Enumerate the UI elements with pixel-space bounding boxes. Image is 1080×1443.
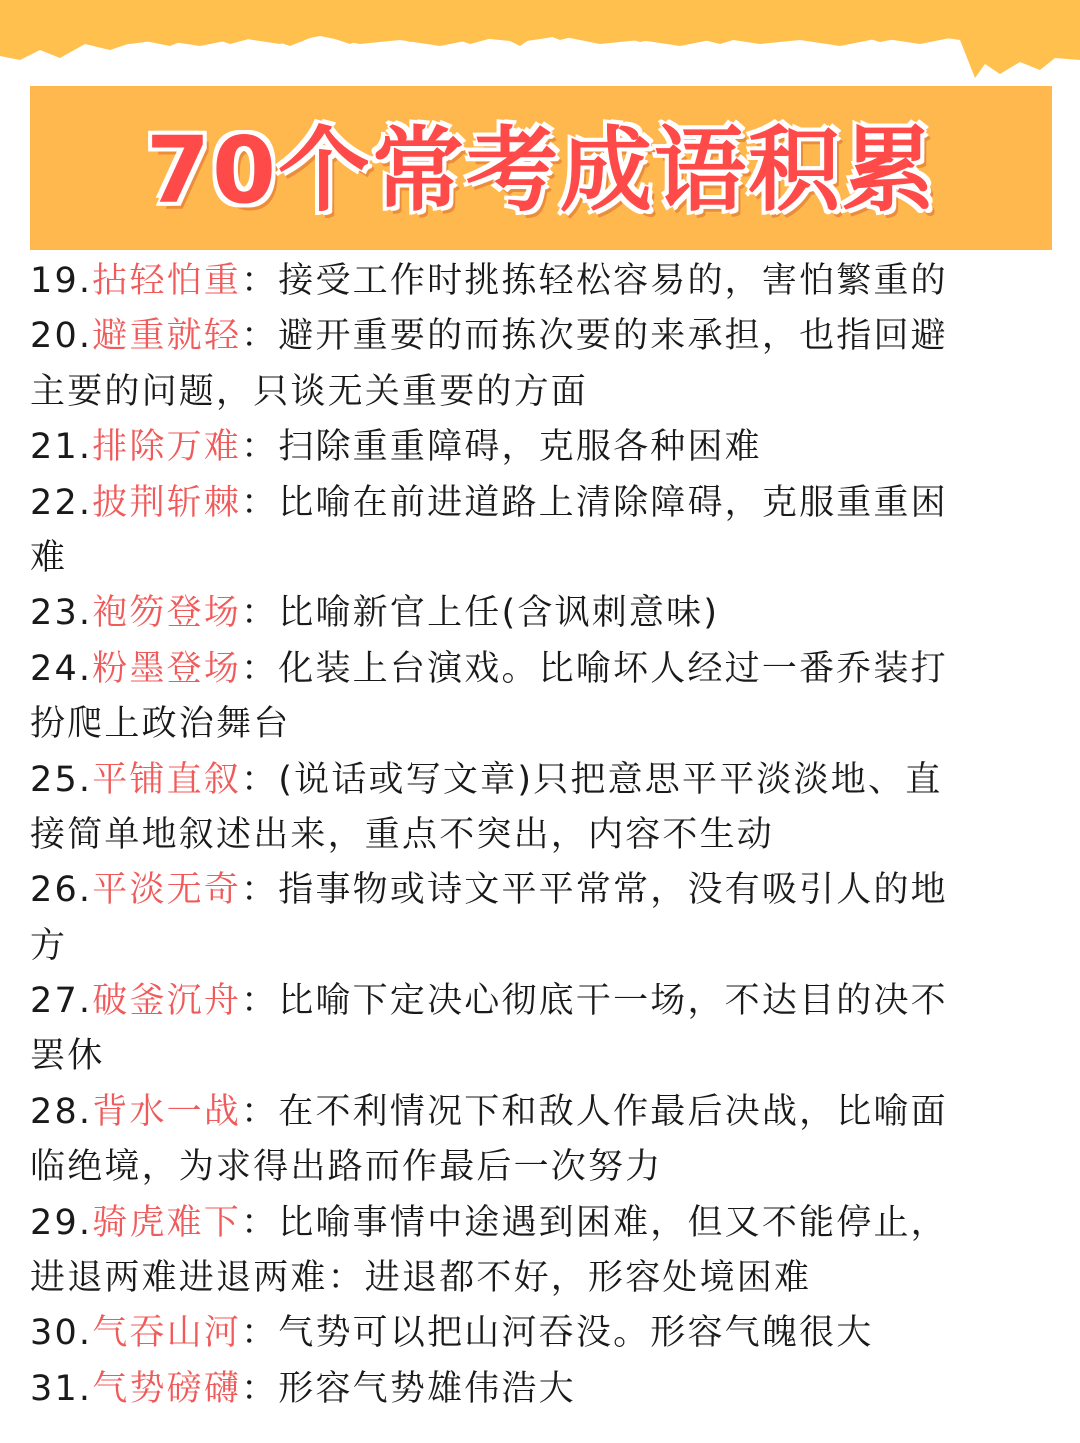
idiom-term: 气吞山河 — [92, 1313, 242, 1354]
idiom-definition: 接简单地叙述出来，重点不突出，内容不生动 — [30, 814, 775, 855]
idiom-term: 披荆斩棘 — [92, 482, 242, 523]
entry-number: 26. — [30, 870, 93, 911]
list-item-line — [30, 697, 1030, 752]
entry-number: 30. — [30, 1313, 93, 1354]
list-item-line — [30, 808, 1030, 863]
idiom-term: 平淡无奇 — [92, 870, 242, 911]
entry-number: 24. — [30, 648, 93, 689]
idiom-term: 气势磅礴 — [92, 1368, 242, 1409]
list-item-line — [30, 1029, 1030, 1084]
list-item-line — [30, 420, 1030, 475]
idiom-definition: ：在不利情况下和敌人作最后决战，比喻面 — [241, 1091, 948, 1132]
list-item-line — [30, 1251, 1030, 1306]
idiom-definition: ：气势可以把山河吞没。形容气魄很大 — [241, 1313, 874, 1354]
idiom-definition: ：扫除重重障碍，克服各种困难 — [241, 427, 762, 468]
idiom-term: 平铺直叙 — [92, 759, 242, 800]
idiom-term: 骑虎难下 — [92, 1202, 242, 1243]
idiom-term: 避重就轻 — [92, 316, 242, 357]
idiom-term: 袍笏登场 — [92, 593, 242, 634]
list-item-line — [30, 1306, 1030, 1361]
entry-number: 19. — [30, 261, 93, 301]
entry-number: 23. — [30, 593, 93, 634]
list-item-line — [30, 1085, 1030, 1140]
list-item-line — [30, 863, 1030, 918]
entry-number: 25. — [30, 759, 93, 800]
idiom-term: 拈轻怕重 — [92, 261, 242, 301]
page-title: 70个常考成语积累 — [145, 117, 937, 224]
list-item-line — [30, 753, 1030, 808]
list-item-line — [30, 365, 1030, 420]
list-item-line — [30, 974, 1030, 1029]
idiom-list — [30, 254, 1030, 1417]
idiom-definition: ：比喻在前进道路上清除障碍，克服重重困 — [241, 482, 948, 523]
idiom-definition: ：比喻新官上任(含讽刺意味) — [241, 593, 720, 634]
idiom-term: 排除万难 — [92, 427, 242, 468]
idiom-definition: ：化装上台演戏。比喻坏人经过一番乔装打 — [241, 648, 948, 689]
list-item-line — [30, 309, 1030, 364]
idiom-definition: ：(说话或写文章)只把意思平平淡淡地、直 — [241, 759, 943, 800]
idiom-definition: 临绝境，为求得出路而作最后一次努力 — [30, 1147, 663, 1188]
entry-number: 20. — [30, 316, 93, 357]
list-item-line — [30, 531, 1030, 586]
entry-number: 22. — [30, 482, 93, 523]
idiom-definition: ：接受工作时挑拣轻松容易的，害怕繁重的 — [241, 261, 948, 301]
idiom-term: 破釜沉舟 — [92, 981, 242, 1022]
idiom-definition: ：避开重要的而拣次要的来承担，也指回避 — [241, 316, 948, 357]
idiom-term: 粉墨登场 — [92, 648, 242, 689]
idiom-definition: ：比喻下定决心彻底干一场，不达目的决不 — [241, 981, 948, 1022]
list-item-line — [30, 1196, 1030, 1251]
entry-number: 28. — [30, 1091, 93, 1132]
list-item-line — [30, 919, 1030, 974]
entry-number: 27. — [30, 981, 93, 1022]
idiom-definition: ：形容气势雄伟浩大 — [241, 1368, 576, 1409]
list-item-line — [30, 642, 1030, 697]
idiom-definition: 难 — [30, 537, 68, 578]
entry-number: 31. — [30, 1368, 93, 1409]
idiom-definition: 扮爬上政治舞台 — [30, 704, 291, 745]
idiom-definition: 主要的问题，只谈无关重要的方面 — [30, 371, 589, 412]
list-item-line — [30, 1140, 1030, 1195]
list-item-line — [30, 254, 1030, 309]
list-item-line — [30, 586, 1030, 641]
idiom-definition: 进退两难进退两难：进退都不好，形容处境困难 — [30, 1258, 812, 1299]
list-item-line — [30, 1362, 1030, 1417]
entry-number: 21. — [30, 427, 93, 468]
title-banner — [30, 86, 1052, 250]
idiom-term: 背水一战 — [92, 1091, 242, 1132]
list-item-line — [30, 476, 1030, 531]
idiom-definition: 罢休 — [30, 1036, 105, 1077]
entry-number: 29. — [30, 1202, 93, 1243]
idiom-definition: ：比喻事情中途遇到困难，但又不能停止， — [241, 1202, 948, 1243]
idiom-definition: 方 — [30, 925, 68, 966]
idiom-definition: ：指事物或诗文平平常常，没有吸引人的地 — [241, 870, 948, 911]
